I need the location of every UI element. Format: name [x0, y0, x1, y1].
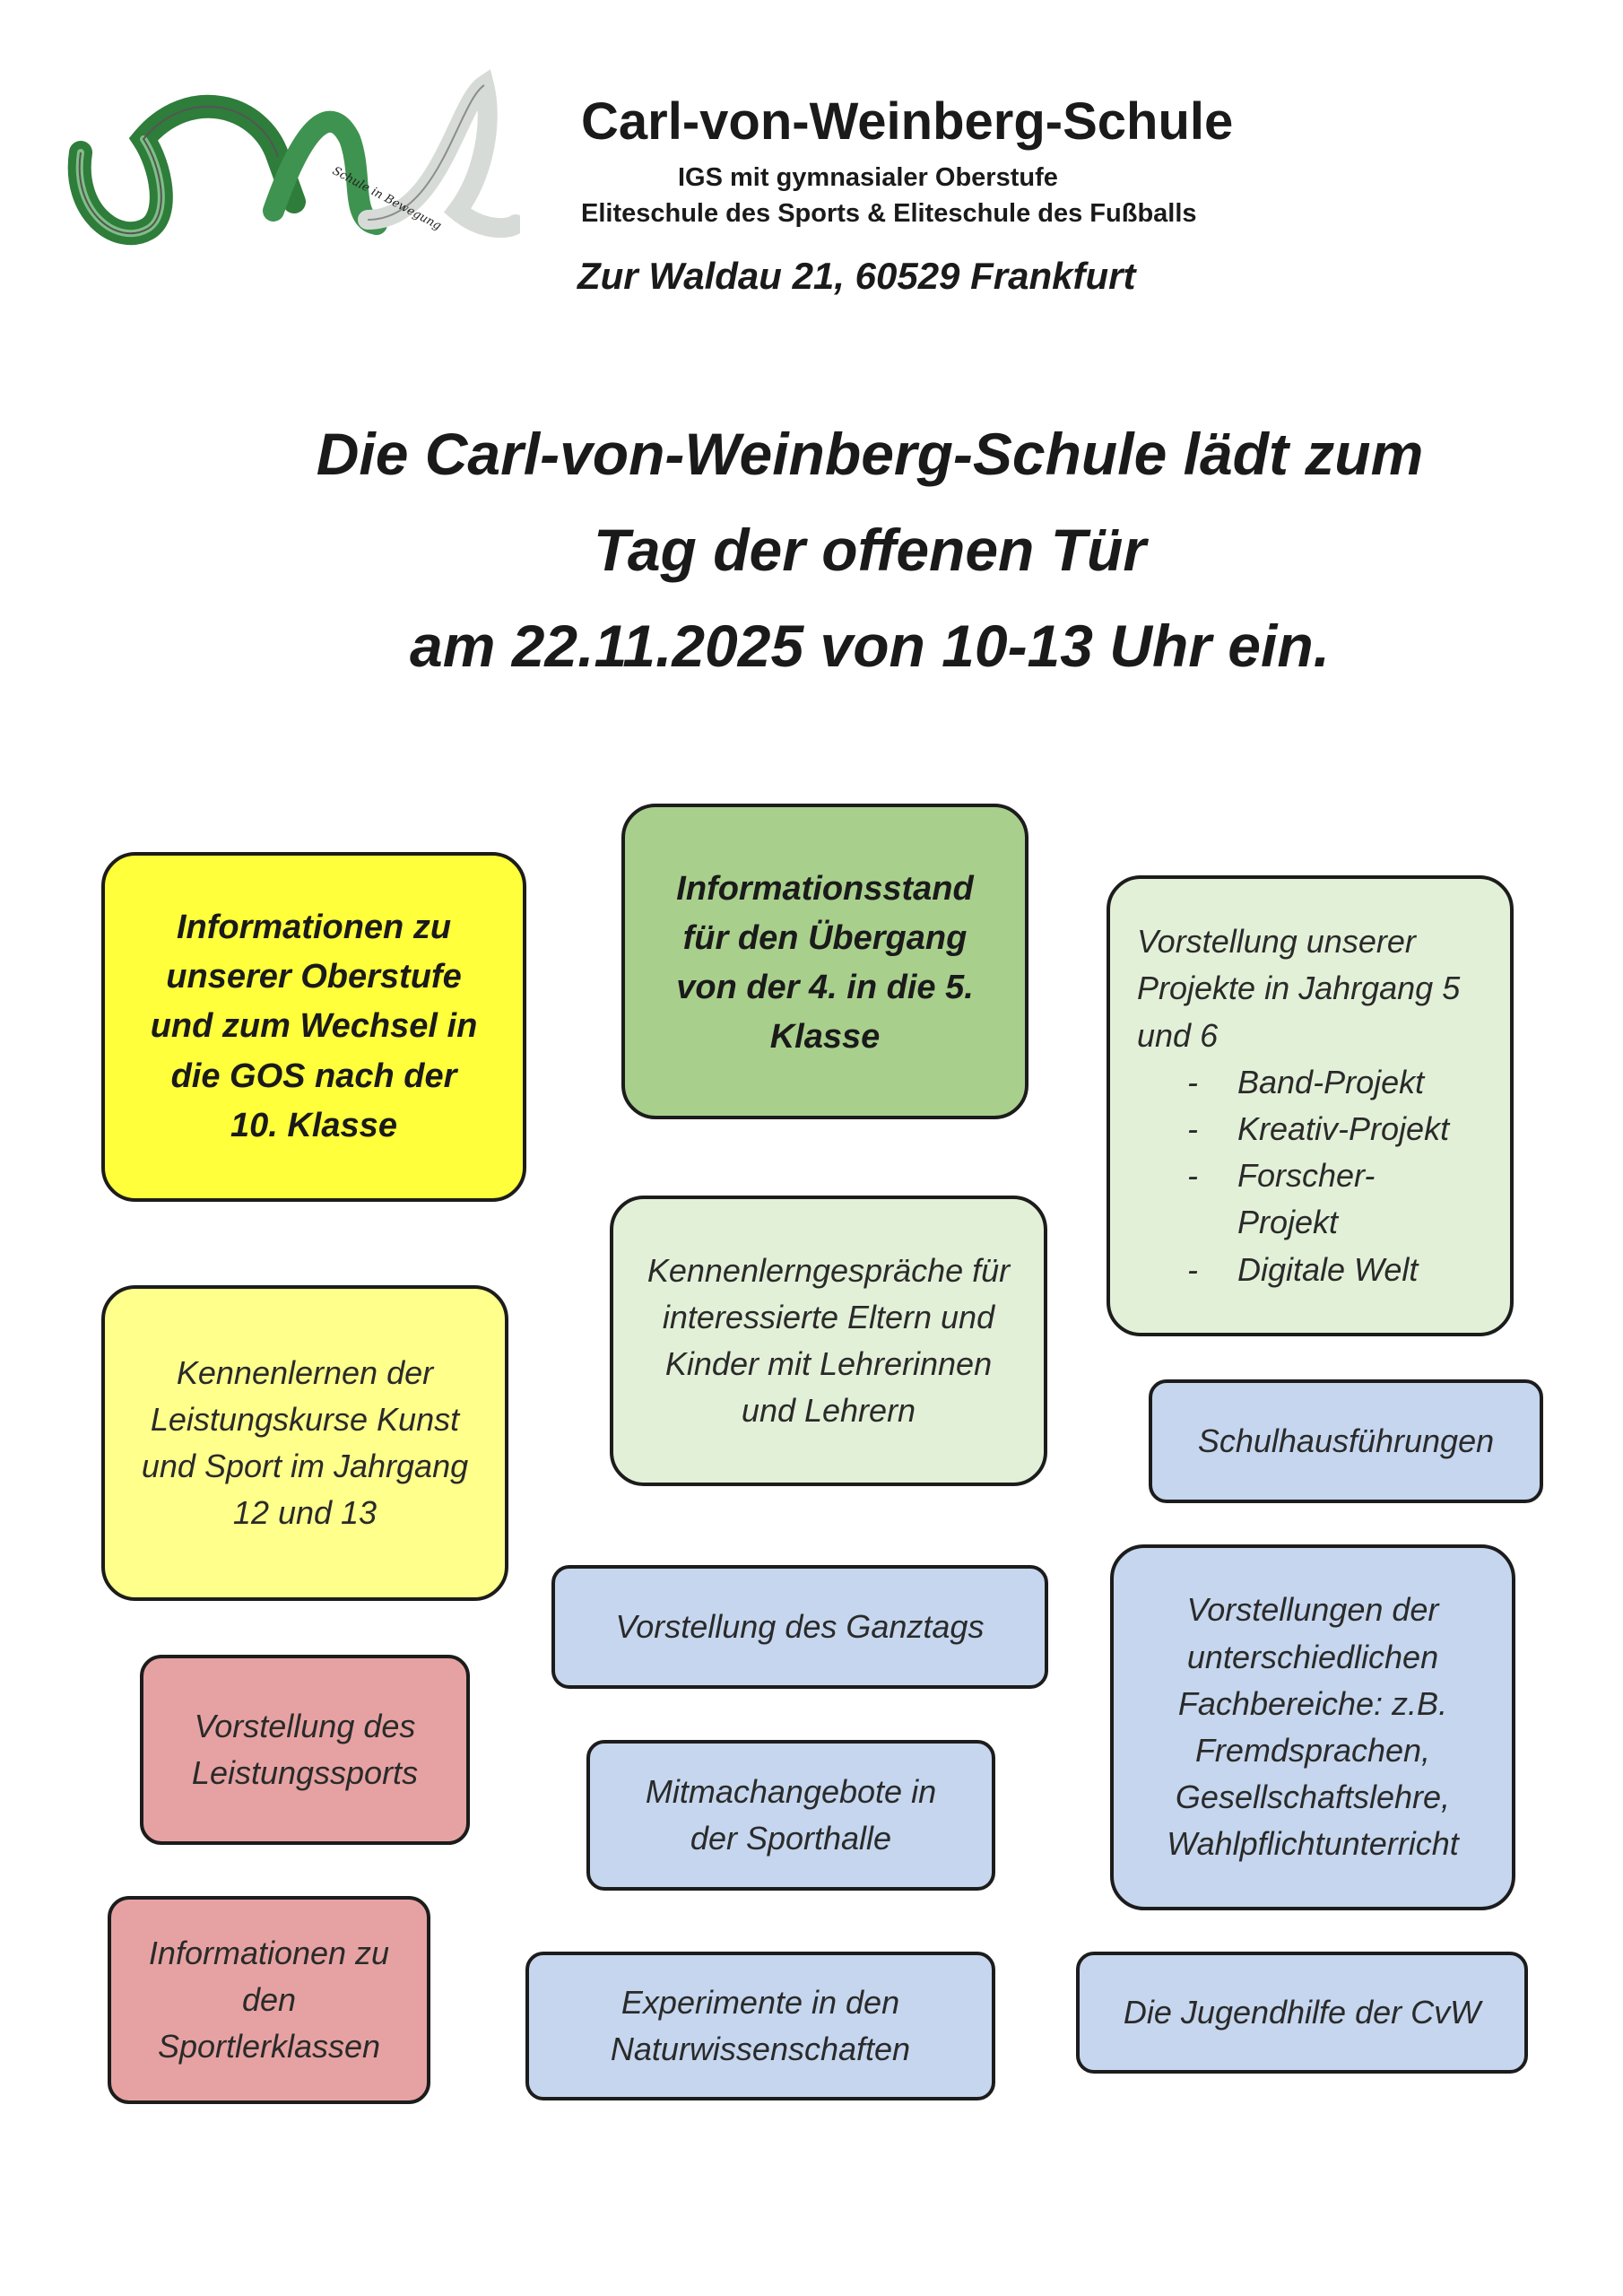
box-leistungssport	[140, 1655, 470, 1845]
box-ganztag	[551, 1565, 1048, 1689]
school-name: Carl-von-Weinberg-Schule	[581, 92, 1234, 151]
box-text-line: Naturwissenschaften	[610, 2031, 911, 2067]
box-text-line: Informationsstand	[676, 870, 974, 908]
project-item	[1187, 1106, 1449, 1152]
box-text-line: Leistungskurse Kunst	[150, 1400, 460, 1438]
logo-ribbon-text: Schule in Bewegung	[330, 164, 444, 233]
box-projekte	[1107, 875, 1514, 1336]
box-text-line: für den Übergang	[682, 919, 968, 958]
box-text-line: Informationen zu	[176, 909, 452, 947]
box-text-line: Kennenlerngespräche für	[647, 1251, 1011, 1289]
box-text-line: Die Jugendhilfe der CvW	[1123, 1993, 1481, 2031]
box-text-line: 10. Klasse	[230, 1106, 397, 1144]
box-text-line: Vorstellung des Ganztags	[615, 1607, 985, 1645]
box-text-line: und zum Wechsel in	[150, 1007, 478, 1046]
project-item	[1187, 1152, 1449, 1199]
box-fachbereiche	[1110, 1544, 1515, 1910]
box-text-line: interessierte Eltern und	[662, 1298, 995, 1335]
box-text-line: und Lehrern	[741, 1392, 916, 1430]
box-text-line: Projekte in Jahrgang 5	[1137, 970, 1461, 1007]
project-item	[1187, 1059, 1449, 1106]
list-dash-spacer	[1187, 1199, 1237, 1246]
project-item-label: Kreativ-Projekt	[1237, 1110, 1450, 1147]
box-text-line: unserer Oberstufe	[166, 958, 462, 996]
box-text-line: Mitmachangebote in	[645, 1772, 937, 1810]
box-text-line: unterschiedlichen	[1186, 1638, 1439, 1675]
logo-ribbon-left	[80, 107, 294, 233]
box-text-line: Sportlerklassen	[157, 2028, 381, 2066]
box-text-line: Fachbereiche: z.B.	[1177, 1684, 1448, 1722]
project-item-continuation	[1187, 1199, 1449, 1246]
box-text-line: die GOS nach der	[170, 1057, 457, 1095]
box-sporthalle	[586, 1740, 995, 1891]
box-text-line: Experimente in den	[621, 1983, 900, 2021]
list-dash: -	[1187, 1110, 1198, 1147]
box-text-line: Schulhausführungen	[1197, 1422, 1495, 1459]
box-text-line: Gesellschaftslehre,	[1175, 1779, 1451, 1816]
project-list	[1137, 1059, 1449, 1293]
box-oberstufe-info	[101, 852, 526, 1202]
box-text-line: Vorstellung unserer	[1137, 923, 1416, 961]
project-item	[1187, 1247, 1449, 1293]
invitation-line-3: am 22.11.2025 von 10-13 Uhr ein.	[410, 613, 1330, 679]
box-sportlerklassen	[108, 1896, 430, 2104]
box-uebergang-info	[621, 804, 1028, 1119]
project-item-label: Band-Projekt	[1237, 1063, 1425, 1100]
box-text-line: Klasse	[769, 1018, 881, 1057]
box-text-line: 12 und 13	[232, 1494, 378, 1532]
invitation-line-1: Die Carl-von-Weinberg-Schule lädt zum	[316, 421, 1424, 487]
project-item-label: Forscher-	[1237, 1157, 1376, 1195]
box-text-line: Informationen zu	[148, 1934, 390, 1971]
box-text-line: Vorstellungen der	[1186, 1591, 1439, 1629]
list-dash: -	[1187, 1157, 1198, 1195]
box-leistungskurse	[101, 1285, 508, 1601]
project-item-label: Digitale Welt	[1237, 1250, 1419, 1288]
project-item-label: Projekt	[1237, 1204, 1339, 1241]
box-text-line: Kinder mit Lehrerinnen	[664, 1345, 993, 1382]
box-text-line: den	[241, 1980, 297, 2018]
box-text-line: Wahlpflichtunterricht	[1167, 1825, 1459, 1863]
box-schulhausfuehrungen	[1149, 1379, 1543, 1503]
box-text-line: Vorstellung des	[194, 1707, 416, 1744]
box-text-line: und Sport im Jahrgang	[141, 1448, 469, 1484]
box-jugendhilfe	[1076, 1952, 1528, 2074]
box-kennenlerngespraeche	[610, 1196, 1047, 1486]
box-text-line: Kennenlernen der	[176, 1353, 434, 1391]
box-text-line: Fremdsprachen,	[1194, 1732, 1431, 1769]
school-subtitle-2: Eliteschule des Sports & Eliteschule des Fußballs	[581, 199, 1197, 228]
list-dash: -	[1187, 1250, 1198, 1288]
box-text-line: von der 4. in die 5.	[676, 969, 974, 1007]
list-dash: -	[1187, 1063, 1198, 1100]
box-text-line: und 6	[1137, 1016, 1219, 1054]
box-naturwissenschaften	[525, 1952, 995, 2100]
box-text-line: der Sporthalle	[690, 1820, 892, 1857]
school-subtitle-1: IGS mit gymnasialer Oberstufe	[678, 163, 1058, 192]
school-logo	[63, 67, 520, 256]
invitation-line-2: Tag der offenen Tür	[593, 517, 1147, 583]
box-text-line: Leistungssports	[191, 1754, 419, 1791]
school-address: Zur Waldau 21, 60529 Frankfurt	[577, 255, 1136, 297]
